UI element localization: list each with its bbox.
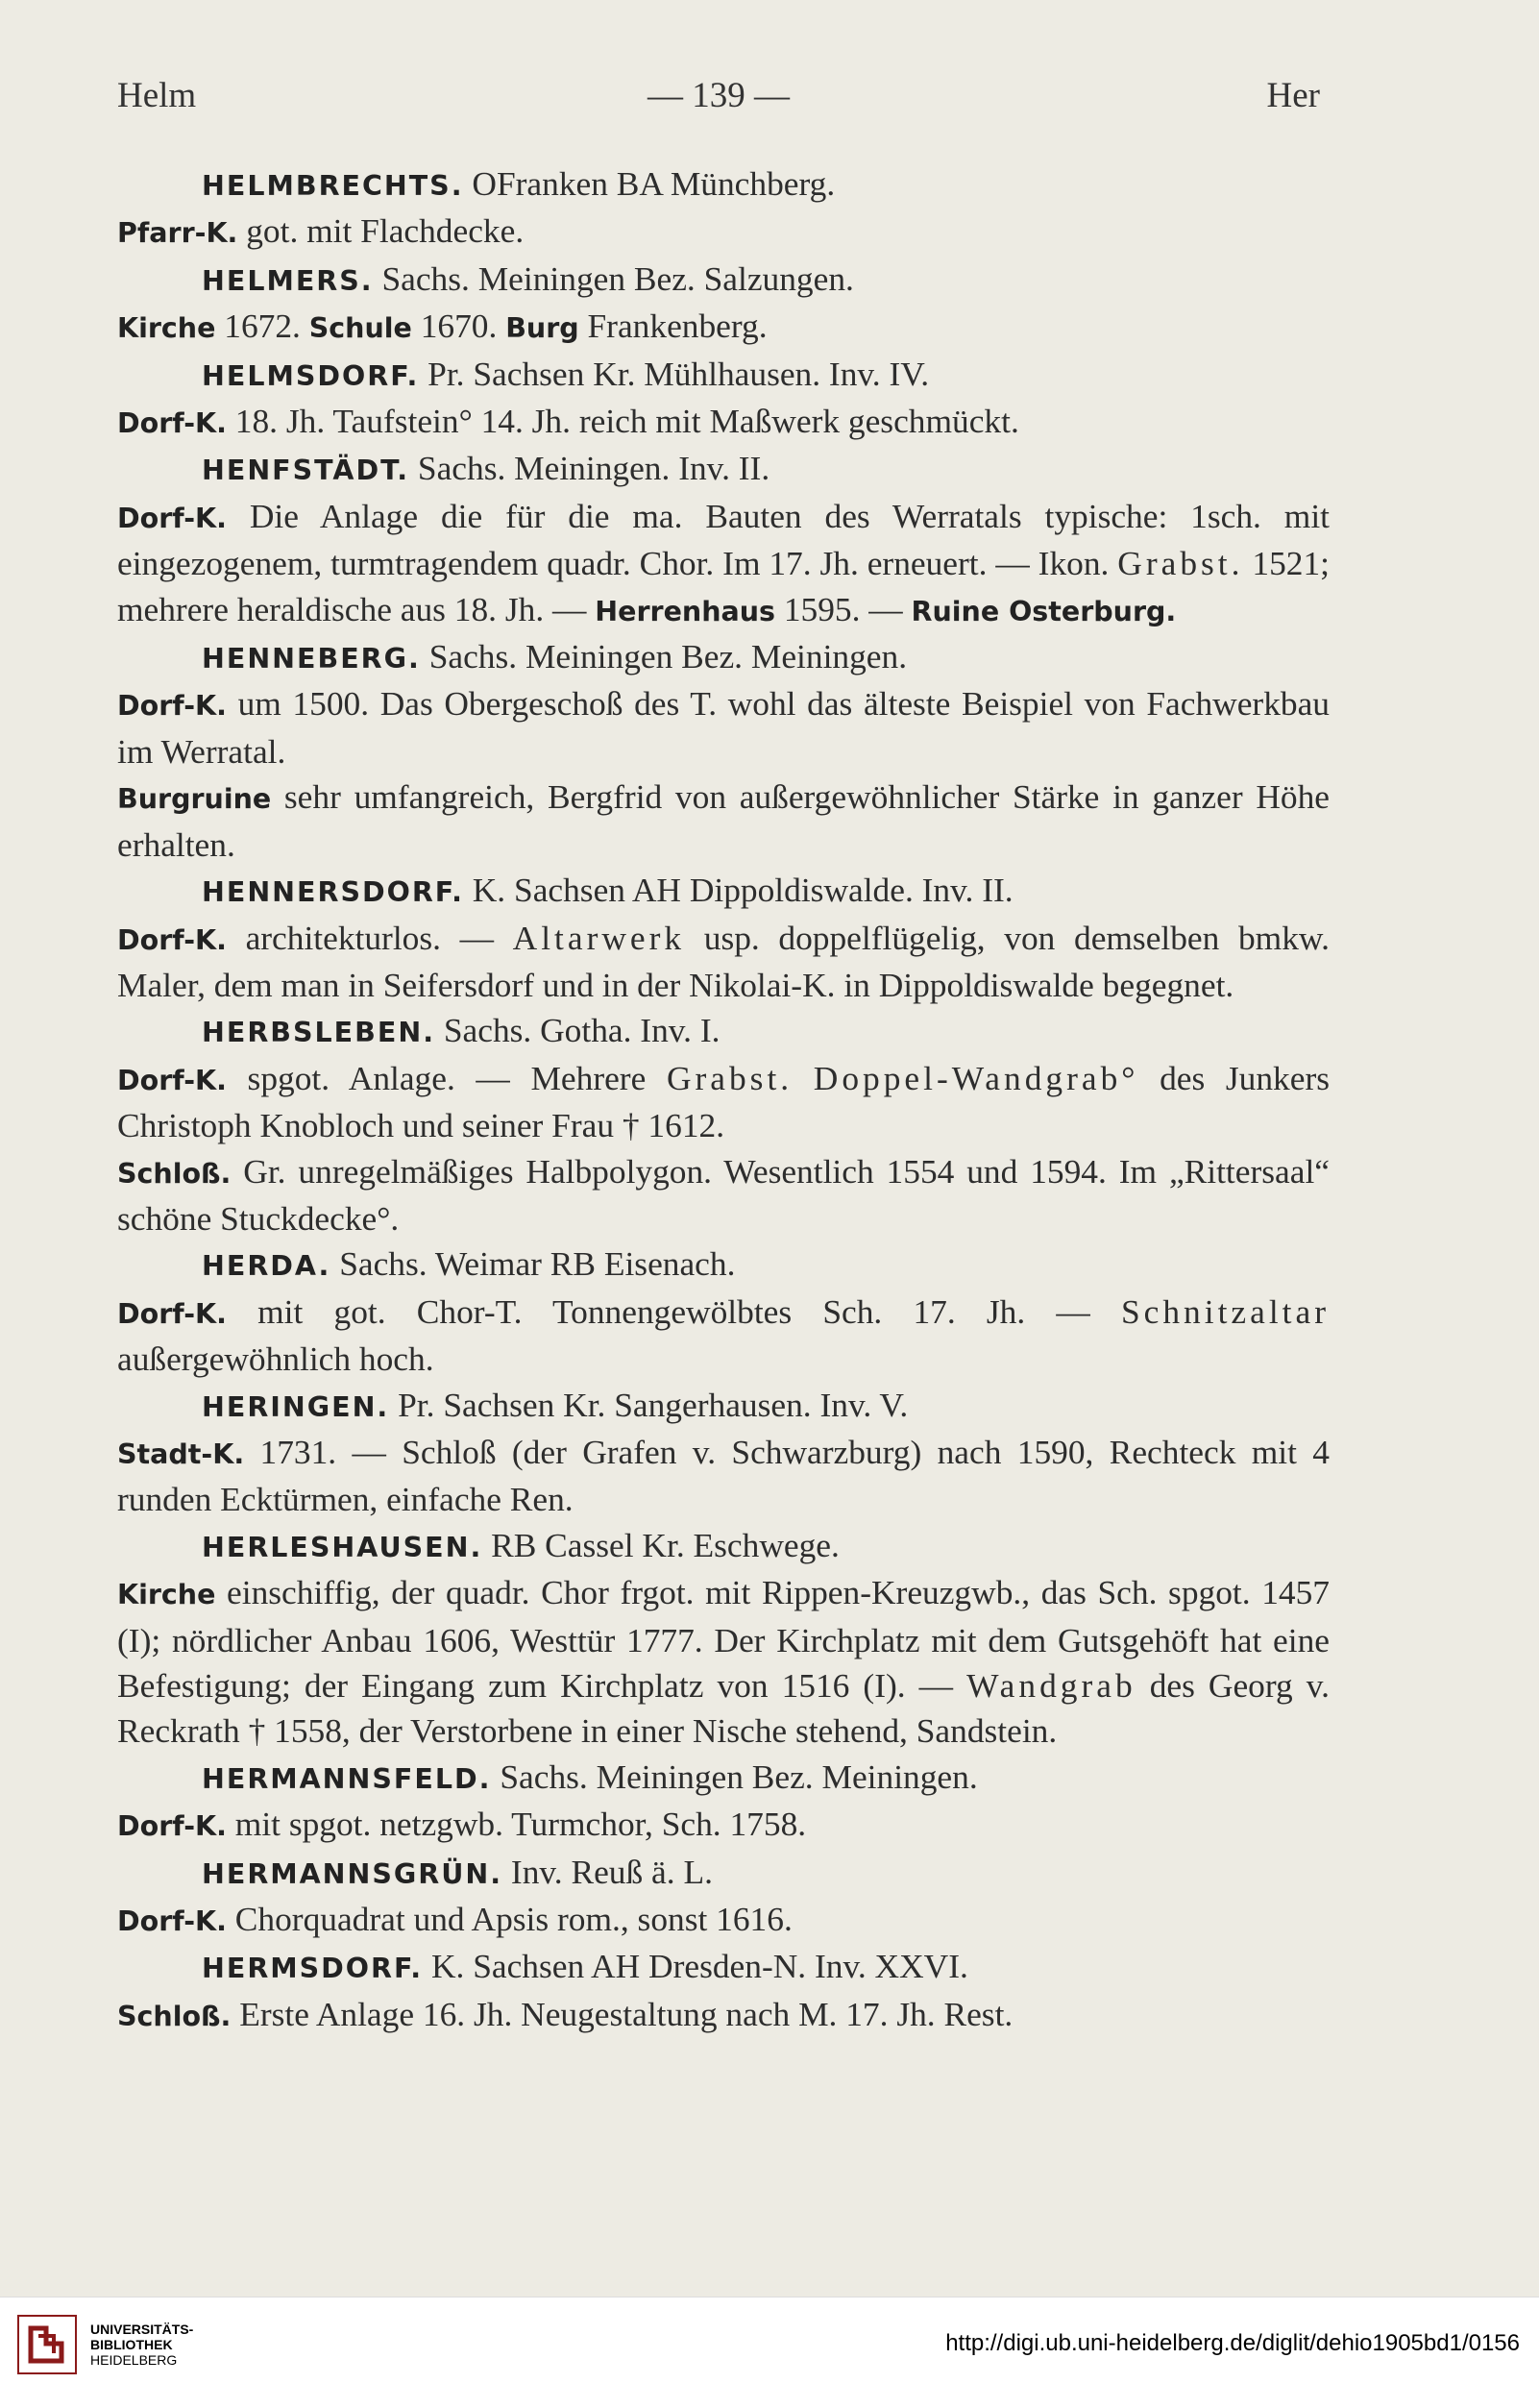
header-left: Helm [117,76,197,115]
place-heading [117,1383,1330,1430]
entry-text: sehr umfangreich, Bergfrid von außergewöhnlicher Stärke in ganzer Höhe erhalten. [117,777,1330,864]
place-heading [117,1755,1330,1802]
place-name: HERDA. [202,1250,331,1283]
entry-paragraph [117,774,1330,868]
building-keyword: Schule [308,312,412,345]
entry-text: um 1500. Das Obergeschoß des T. wohl das älteste Beispiel von Fachwerkbau im Werratal. [117,684,1330,771]
footer-bar [0,2297,1539,2408]
entry-text: 1670. [411,307,506,346]
place-location: Sachs. Weimar RB Eisenach. [330,1244,736,1284]
entry-paragraph [117,1570,1330,1755]
place-heading [117,868,1330,915]
entry-text: spgot. Anlage. — Mehrere [226,1058,667,1097]
logo-line-2: BIBLIOTHEK [90,2337,173,2352]
library-name [90,2322,193,2368]
entry-paragraph [117,1430,1330,1523]
place-location: Sachs. Gotha. Inv. I. [435,1011,721,1050]
place-location: Inv. Reuß ä. L. [502,1852,713,1891]
place-name: HERMANNSGRÜN. [202,1857,503,1890]
place-heading [117,1850,1330,1897]
building-keyword: Dorf-K. [117,407,227,440]
place-location: K. Sachsen AH Dresden-N. Inv. XXVI. [423,1947,968,1986]
building-keyword: Stadt-K. [117,1437,245,1470]
entry-text: Erste Anlage 16. Jh. Neugestaltung nach M. 17. Jh. Rest. [231,1994,1014,2033]
entry-text: Die Anlage die für die ma. Bauten des Werratals typische: 1sch. mit eingezogenem, turmtragendem quadr. Chor. Im 17. Jh. erneuert. — Ikon. [117,496,1330,583]
place-name: HERMANNSFELD. [202,1762,492,1795]
entry-text: got. mit Flachdecke. [237,211,525,251]
entry-paragraph [117,1897,1330,1944]
entry-paragraph [117,916,1330,1009]
entries-text [117,161,1330,2039]
entry-paragraph [117,1290,1330,1383]
entry-paragraph [117,304,1330,351]
entry-paragraph [117,1992,1330,2039]
building-keyword: Kirche [117,1579,216,1611]
place-heading [117,1008,1330,1055]
logo-line-1: UNIVERSITÄTS- [90,2322,194,2337]
entry-text: außergewöhnlich hoch. [117,1339,434,1379]
place-name: HERLESHAUSEN. [202,1531,483,1563]
running-header [117,75,1320,116]
entry-text: des Georg v. Reckrath † 1558, der Verstorbene in einer Nische stehend, Sandstein. [117,1666,1330,1751]
place-name: HERMSDORF. [202,1953,424,1985]
spaced-term: Wandgrab [966,1666,1136,1705]
entry-text [793,1059,814,1097]
spaced-term: Doppel-Wandgrab° [813,1058,1139,1097]
building-keyword: Dorf-K. [117,502,227,534]
place-name: HENFSTÄDT. [202,455,410,487]
building-keyword: Kirche [117,312,216,345]
entry-text: 1595. — [774,589,912,628]
building-keyword: Pfarr-K. [117,217,238,250]
place-heading [117,352,1330,399]
place-name: HENNERSDORF. [202,876,464,909]
spaced-term: Grabst. [1117,544,1244,583]
entry-paragraph [117,681,1330,774]
spaced-term: Altarwerk [512,918,686,957]
place-location: Sachs. Meiningen Bez. Meiningen. [491,1757,978,1796]
building-keyword: Dorf-K. [117,690,227,723]
spaced-term: Grabst. [666,1058,794,1097]
entry-paragraph [117,494,1330,634]
source-url-link[interactable]: http://digi.ub.uni-heidelberg.de/diglit/dehio1905bd1/0156 [945,2330,1520,2356]
place-location: Pr. Sachsen Kr. Mühlhausen. Inv. IV. [419,354,930,393]
entry-text: Chorquadrat und Apsis rom., sonst 1616. [226,1900,793,1939]
page-number: — 139 — [647,76,790,115]
place-location: K. Sachsen AH Dippoldiswalde. Inv. II. [463,871,1014,910]
entry-text: Gr. unregelmäßiges Halbpolygon. Wesentlich 1554 und 1594. Im „Rittersaal“ schöne Stuckdecke°. [117,1151,1330,1238]
entry-paragraph [117,399,1330,446]
place-name: HELMSDORF. [202,359,420,392]
logo-line-3: HEIDELBERG [90,2352,178,2368]
place-location: Pr. Sachsen Kr. Sangerhausen. Inv. V. [389,1385,909,1424]
library-logo [17,2315,193,2374]
building-keyword: Dorf-K. [117,1064,227,1096]
entry-text: mit spgot. netzgwb. Turmchor, Sch. 1758. [226,1805,807,1844]
place-heading [117,1523,1330,1570]
entry-text: architekturlos. — [226,918,513,957]
place-heading [117,161,1330,209]
entry-paragraph [117,1149,1330,1242]
building-keyword: Burg [505,312,579,345]
building-keyword: Herrenhaus [595,595,775,627]
place-name: HENNEBERG. [202,643,421,676]
place-name: HERBSLEBEN. [202,1017,436,1049]
building-keyword: Schloß. [117,2000,232,2032]
place-heading [117,634,1330,681]
entry-text: 1672. [215,307,309,346]
entry-text: des Junkers Christoph Knobloch und seiner Frau † 1612. [117,1058,1330,1145]
entry-text: 18. Jh. Taufstein° 14. Jh. reich mit Maßwerk geschmückt. [226,402,1019,441]
library-logo-icon [17,2315,77,2374]
entry-text: 1731. — Schloß (der Grafen v. Schwarzburg) nach 1590, Rechteck mit 4 runden Ecktürmen, einfache Ren. [117,1432,1330,1519]
place-heading [117,257,1330,304]
entry-text: einschiffig, der quadr. Chor frgot. mit Rippen-Kreuzgwb., das Sch. spgot. 1457 (I); nördlicher Anbau 1606, Westtür 1777. Der Kirchplatz mit dem Gutsgehöft hat eine Befestigung; der Eingang zum Kirchplatz von 1516 (I). — [117,1573,1330,1705]
building-keyword: Burgruine [117,783,272,816]
entry-text: 1521; mehrere heraldische aus 18. Jh. — [117,544,1330,628]
entry-text: usp. doppelflügelig, von demselben bmkw. Maler, dem man in Seifersdorf und in der Nikolai-K. in Dippoldiswalde begegnet. [117,918,1330,1004]
place-location: Sachs. Meiningen Bez. Meiningen. [420,637,908,676]
building-keyword: Dorf-K. [117,1905,227,1938]
entry-paragraph [117,1056,1330,1149]
building-keyword: Dorf-K. [117,1297,227,1330]
header-right: Her [1266,76,1320,115]
entry-text: mit got. Chor-T. Tonnengewölbtes Sch. 17. Jh. — [226,1291,1121,1331]
building-keyword: Schloß. [117,1157,232,1190]
spaced-term: Schnitzaltar [1120,1291,1330,1331]
place-heading [117,446,1330,493]
place-name: HELMERS. [202,264,374,297]
place-location: Sachs. Meiningen. Inv. II. [409,449,770,488]
building-keyword: Dorf-K. [117,923,227,956]
entry-paragraph [117,209,1330,256]
building-keyword: Ruine Osterburg. [911,595,1177,627]
place-location: RB Cassel Kr. Eschwege. [482,1525,840,1564]
entry-paragraph [117,1802,1330,1849]
building-keyword: Dorf-K. [117,1810,227,1843]
place-heading [117,1944,1330,1991]
place-location: Sachs. Meiningen Bez. Salzungen. [373,258,854,298]
place-heading [117,1241,1330,1289]
place-location: OFranken BA Münchberg. [463,164,836,203]
place-name: HELMBRECHTS. [202,170,464,202]
entry-text: Frankenberg. [578,307,768,346]
place-name: HERINGEN. [202,1390,390,1423]
